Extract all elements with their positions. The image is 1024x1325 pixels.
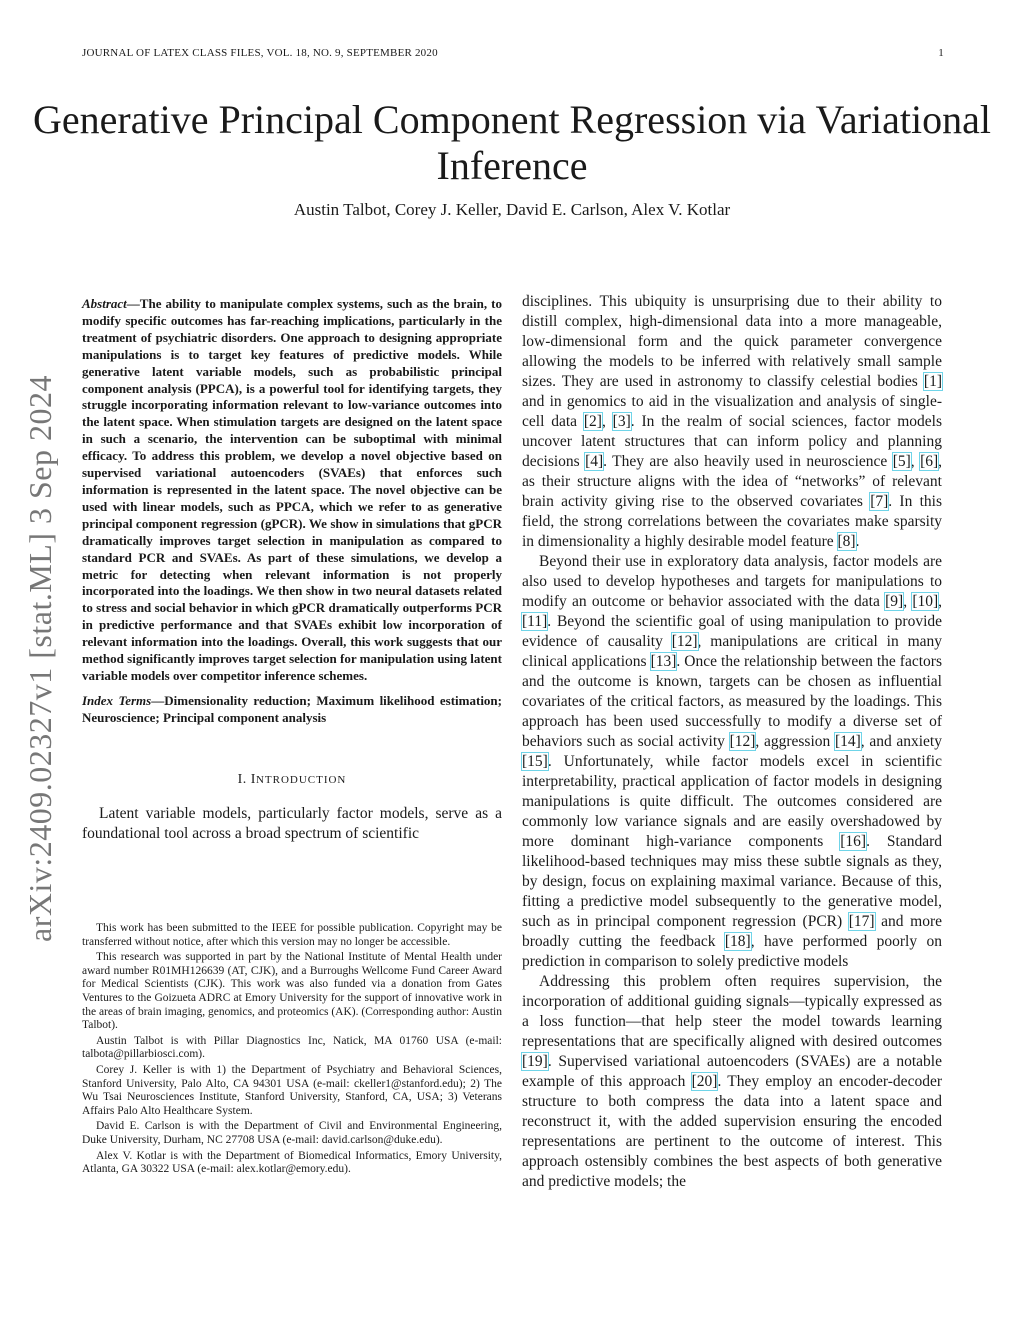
citation-link[interactable]: [5] <box>892 453 911 470</box>
section-first-letter: I <box>250 771 256 787</box>
citation-link[interactable]: [1] <box>923 373 942 390</box>
right-column <box>522 292 942 1192</box>
body-paragraph <box>522 292 942 552</box>
footnote: Austin Talbot is with Pillar Diagnostics Inc, Natick, MA 01760 USA (e-mail: talbota@pillarbiosci.com). <box>82 1034 502 1061</box>
abstract-text: The ability to manipulate complex systems, such as the brain, to modify specific outcomes has far-reaching implications, particularly in the treatment of psychiatric disorders. One approach to designing appropriate manipulations is to target key features of predictive models. While generative latent variable models, such as probabilistic principal component analysis (PPCA), is a powerful tool for identifying targets, they struggle incorporating information relevant to low-variance outcomes into the latent space. When stimulation targets are designed on the latent space in such a scenario, the intervention can be suboptimal with minimal efficacy. To address this problem, we develop a novel objective based on supervised variational autoencoders (SVAEs) that enforces such information is represented in the latent space. The novel objective can be used with linear models, such as PPCA, which we refer to as generative principal component regression (gPCR). We show in simulations that gPCR dramatically improves target selection in manipulation as compared to standard PCR and SVAEs. As part of these simulations, we develop a metric for detecting when relevant information is not properly incorporated into the loadings. We then show in two neural datasets related to stress and social behavior in which gPCR dramatically outperforms PCR in predictive performance and that SVAEs exhibit low incorporation of relevant information into the loadings. Overall, this work suggests that our method significantly improves target selection for manipulation using latent variable models over competitor inference schemes. <box>82 296 502 683</box>
section-heading <box>82 772 502 788</box>
body-text: , <box>601 413 613 430</box>
body-text: . Supervised variational autoencoders (SVAEs) are a notable example of this approach <box>522 1053 942 1090</box>
citation-link[interactable]: [12] <box>671 633 698 650</box>
body-text: and in genomics to aid in the visualization and analysis of single-cell data <box>522 393 942 430</box>
footnote: David E. Carlson is with the Department of Civil and Environmental Engineering, Duke University, Durham, NC 27708 USA (e-mail: david.carlson@duke.edu). <box>82 1120 502 1146</box>
body-paragraph <box>522 972 942 1192</box>
footnote: Corey J. Keller is with 1) the Department of Psychiatry and Behavioral Sciences, Stanford University, Palo Alto, CA 94301 USA (e-mail: ckeller1@stanford.edu); 2) The Wu Tsai Neurosciences Institute, Stanford University, Stanford, CA, USA; 3) Veterans Affairs Palo Alto Healthcare System. <box>82 1063 502 1117</box>
body-text: , and anxiety <box>860 733 942 750</box>
citation-link[interactable]: [6] <box>920 453 939 470</box>
body-text: , <box>903 593 913 610</box>
author-list: Austin Talbot, Corey J. Keller, David E. Carlson, Alex V. Kotlar <box>293 200 731 219</box>
running-head-text: JOURNAL OF LATEX CLASS FILES, VOL. 18, NO. 9, SEPTEMBER 2020 <box>82 47 438 59</box>
body-text: . <box>855 533 860 550</box>
body-text: , <box>938 593 943 610</box>
abstract: Abstract—The ability to manipulate complex systems, such as the brain, to modify specific outcomes has far-reaching implications, particularly in the treatment of psychiatric disorders. One approach to designing appropriate manipulations is to target key features of predictive models. While generative latent variable models, such as probabilistic principal component analysis (PPCA), is a powerful tool for identifying targets, they struggle incorporating information relevant to low-variance outcomes into the latent space. When stimulation targets are designed on the latent space in such a scenario, the intervention can be suboptimal with minimal efficacy. To address this problem, we develop a novel objective based on supervised variational autoencoders (SVAEs) that enforces such information is represented in the latent space. The novel objective can be used with linear models, such as PPCA, which we refer to as generative principal component regression (gPCR). We show in simulations that gPCR dramatically improves target selection in manipulation as compared to standard PCR and SVAEs. As part of these simulations, we develop a metric for detecting when relevant information is not properly incorporated into the loadings. We then show in two neural datasets related to stress and social behavior in which gPCR dramatically outperforms PCR in predictive performance and that SVAEs exhibit low incorporation of relevant information into the loadings. Overall, this work suggests that our method significantly improves target selection for manipulation using latent variable models over competitor inference schemes. <box>82 296 502 683</box>
citation-link[interactable]: [20] <box>691 1073 718 1090</box>
citation-link[interactable]: [7] <box>870 493 889 510</box>
citation-link[interactable]: [4] <box>585 453 604 470</box>
body-text: . Beyond the scientific goal of using manipulation to provide evidence of causality <box>522 613 942 650</box>
citation-link[interactable]: [16] <box>840 833 867 850</box>
footnote: This research was supported in part by the National Institute of Mental Health under award number R01MH126639 (AT, CJK), and a Burroughs Wellcome Fund Career Award for Medical Scientists (CJK). This work was also funded via a donation from Gates Ventures to the Goizueta ADRC at Emory University for the support of innovative work in the areas of brain imaging, genomics, and proteomics (AK). (Corresponding author: Austin Talbot). <box>82 951 502 1032</box>
citation-link[interactable]: [9] <box>885 593 904 610</box>
body-text: disciplines. This ubiquity is unsurprising due to their ability to distill complex, high-dimensional data into a more manageable, low-dimensional form and the quick parameter convergence allowing the models to be inferred with relatively small sample sizes. They are used in astronomy to classify celestial bodies <box>522 293 942 390</box>
footnotes <box>82 922 502 1179</box>
citation-link[interactable]: [10] <box>912 593 939 610</box>
footnote: This work has been submitted to the IEEE for possible publication. Copyright may be transferred without notice, after which this version may no longer be accessible. <box>82 922 502 948</box>
body-text: . Standard likelihood-based techniques may miss these subtle signals as they, by design, focus on explaining maximal variance. Because of this, fitting a predictive model subsequently to the generative model, such as in principal component regression (PCR) <box>522 833 942 930</box>
footnote: Alex V. Kotlar is with the Department of Biomedical Informatics, Emory University, Atlanta, GA 30322 USA (e-mail: alex.kotlar@emory.edu). <box>82 1149 502 1176</box>
body-text: , manipulations are critical in many clinical applications <box>522 633 942 670</box>
citation-link[interactable]: [14] <box>834 733 861 750</box>
citation-link[interactable]: [17] <box>848 913 875 930</box>
section-numeral: I. <box>237 771 247 787</box>
body-text: and more broadly cutting the feedback <box>522 913 942 950</box>
section-title-rest: NTRODUCTION <box>255 773 347 786</box>
citation-link[interactable]: [3] <box>612 413 631 430</box>
body-paragraph <box>522 552 942 972</box>
body-text: . In the realm of social sciences, factor models uncover latent structures that can inform policy and planning decisions <box>522 413 942 470</box>
index-terms: Index Terms—Dimensionality reduction; Maximum likelihood estimation; Neuroscience; Principal component analysis <box>82 692 502 725</box>
citation-link[interactable]: [2] <box>583 413 602 430</box>
body-text: . Unfortunately, while factor models excel in scientific interpretability, practical application of factor models in designing manipulations is quite difficult. The outcomes considered are commonly low variance signals and are easily overshadowed by more dominant high-variance components <box>522 753 942 850</box>
abstract-label: Abstract <box>82 296 127 311</box>
running-head <box>82 47 944 59</box>
body-text: Beyond their use in exploratory data analysis, factor models are also used to develop hypotheses and targets for manipulations to modify an outcome or behavior associated with the data <box>522 553 942 610</box>
body-text: , as their structure aligns with the idea of “networks” of relevant brain activity giving rise to the observed covariates <box>522 453 943 510</box>
citation-link[interactable]: [11] <box>522 613 548 630</box>
citation-link[interactable]: [15] <box>522 753 548 770</box>
body-text: , have performed poorly on prediction in comparison to solely predictive models <box>522 933 942 970</box>
citation-link[interactable]: [19] <box>522 1053 548 1070</box>
left-column <box>82 296 502 844</box>
body-text: . In this field, the strong correlations between the covariates make sparsity in dimensionality a highly desirable model feature <box>522 493 942 550</box>
index-terms-text: Dimensionality reduction; Maximum likelihood estimation; Neuroscience; Principal component analysis <box>82 692 502 725</box>
paper-title <box>0 97 1024 189</box>
body-text: . They employ an encoder-decoder structure to both compress the data into a latent space and reconstruct it, with the added supervision ensuring the encoded representations are pertinent to the outcome of interest. This approach ostensibly combines the best aspects of both generative and predictive models; the <box>522 1073 942 1190</box>
page-number: 1 <box>938 47 944 59</box>
citation-link[interactable]: [18] <box>724 933 751 950</box>
body-text: , aggression <box>755 733 835 750</box>
intro-paragraph: Latent variable models, particularly factor models, serve as a foundational tool across a broad spectrum of scientific <box>82 804 502 842</box>
body-text: . Once the relationship between the factors and the outcome is known, targets can be chosen as influential covariates of the critical factors, as measured by the loadings. This approach has been used successfully to modify a diverse set of behaviors such as social activity <box>522 653 942 750</box>
arxiv-stamp: arXiv:2409.02327v1 [stat.ML] 3 Sep 2024 <box>22 375 58 942</box>
paper-title-text: Generative Principal Component Regression via Variational Inference <box>33 97 991 188</box>
citation-link[interactable]: [8] <box>837 533 856 550</box>
citation-link[interactable]: [12] <box>729 733 756 750</box>
body-text: Addressing this problem often requires supervision, the incorporation of additional guiding signals—typically expressed as a loss function—that help steer the model towards learning representations that are specifically aligned with desired outcomes <box>522 973 942 1050</box>
citation-link[interactable]: [13] <box>650 653 677 670</box>
index-terms-label: Index Terms <box>82 692 152 708</box>
body-text: . They are also heavily used in neuroscience <box>603 453 893 470</box>
body-text: , <box>910 453 921 470</box>
